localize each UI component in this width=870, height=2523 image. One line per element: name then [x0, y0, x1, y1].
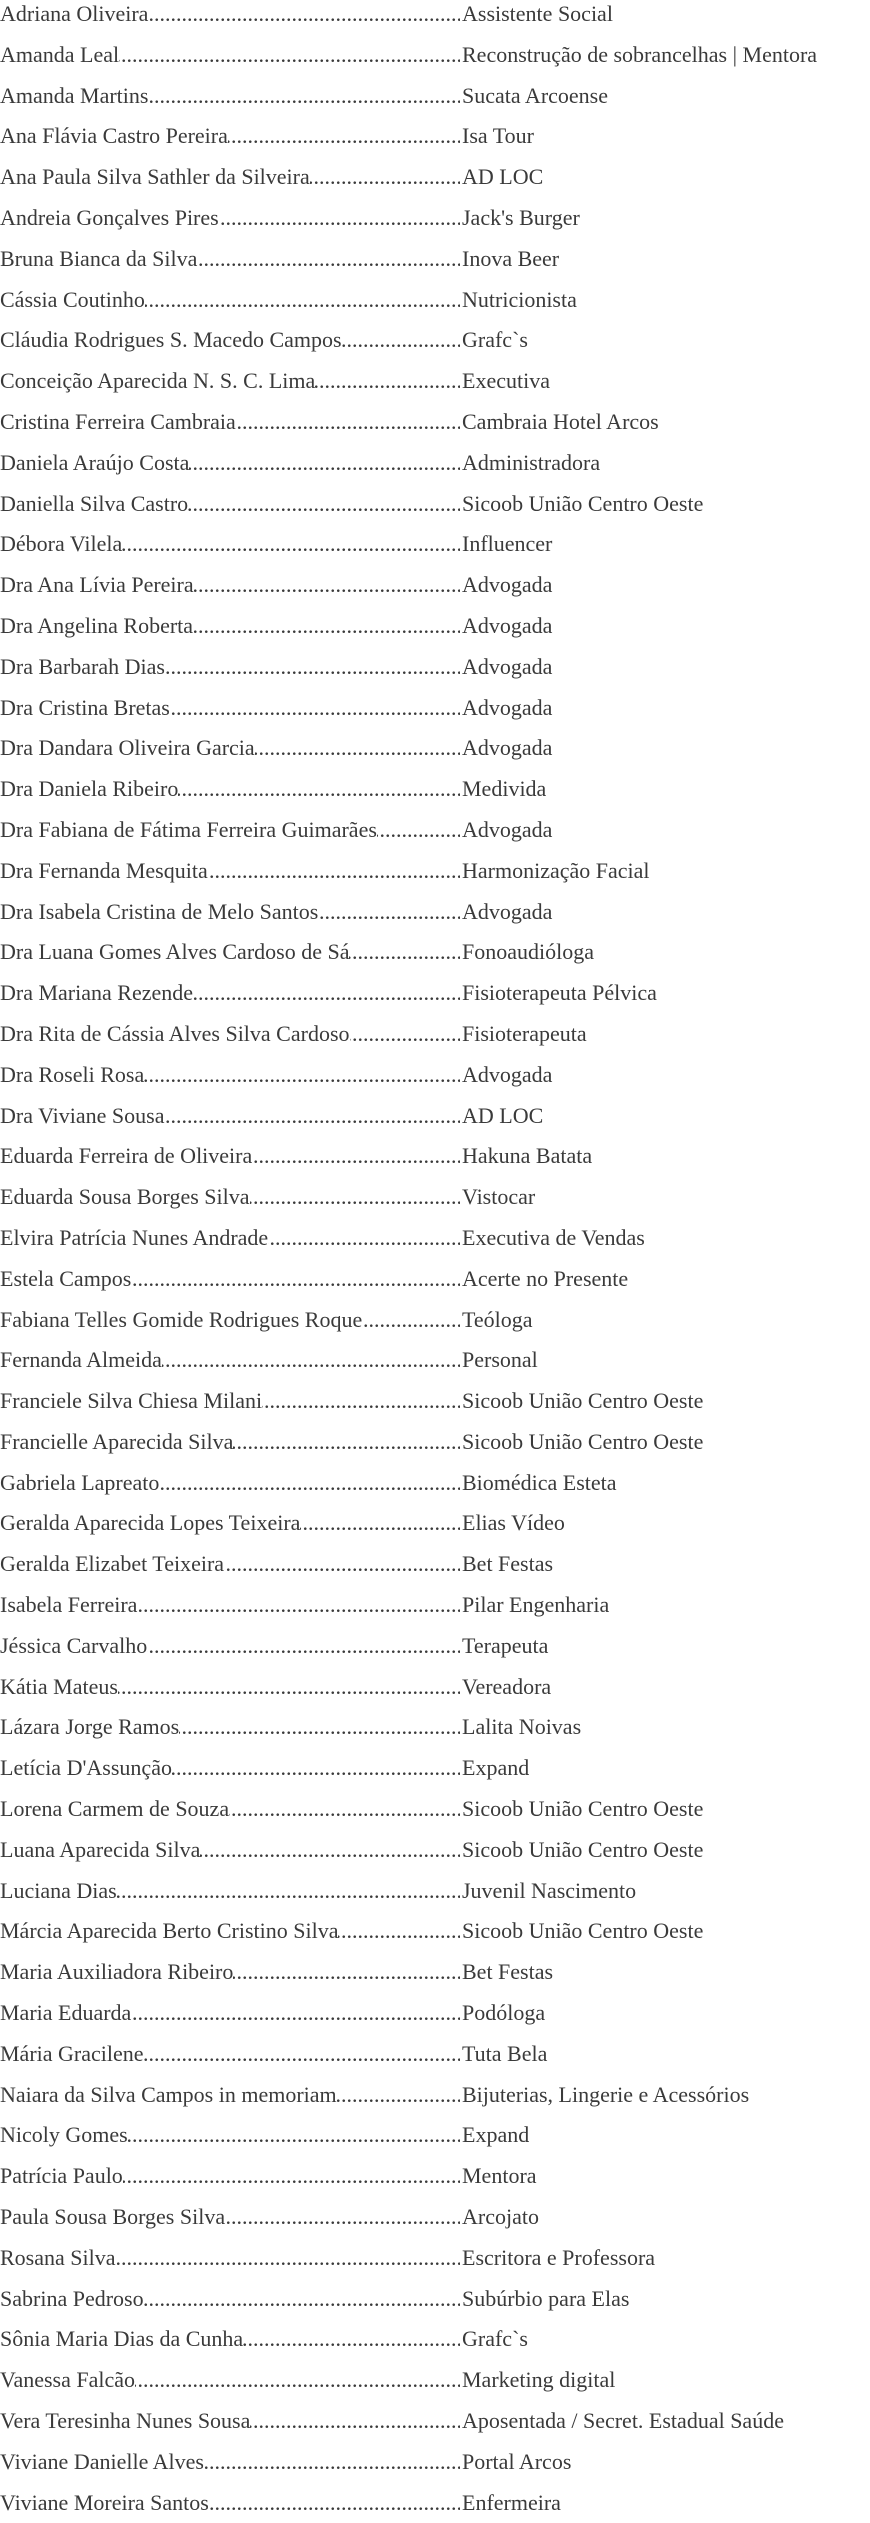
name-leader — [0, 728, 460, 769]
person-role: Advogada — [462, 735, 553, 761]
name-leader — [0, 1381, 460, 1422]
list-item — [0, 647, 870, 688]
name-leader — [0, 973, 460, 1014]
list-item — [0, 320, 870, 361]
person-name: Naiara da Silva Campos in memoriam — [0, 2081, 337, 2107]
person-name: Dra Luana Gomes Alves Cardoso de Sá — [0, 939, 350, 965]
list-item — [0, 2483, 870, 2523]
person-role: Bet Festas — [462, 1551, 554, 1577]
list-item — [0, 2319, 870, 2360]
list-item — [0, 1096, 870, 1137]
list-item — [0, 116, 870, 157]
person-role: Advogada — [462, 612, 553, 638]
list-item — [0, 443, 870, 484]
person-name: Isabela Ferreira — [0, 1592, 138, 1618]
person-role: Enfermeira — [462, 2489, 561, 2515]
person-role: Sucata Arcoense — [462, 82, 608, 108]
list-item — [0, 851, 870, 892]
person-name: Luana Aparecida Silva — [0, 1836, 201, 1862]
person-name: Daniela Araújo Costa — [0, 449, 190, 475]
name-leader — [0, 1014, 460, 1055]
person-role: Harmonização Facial — [462, 857, 650, 883]
person-role: Executiva — [462, 368, 550, 394]
list-item — [0, 0, 870, 35]
list-item — [0, 810, 870, 851]
name-leader — [0, 2483, 460, 2523]
person-role: Expand — [462, 2122, 530, 2148]
person-role: Arcojato — [462, 2204, 539, 2230]
list-item — [0, 76, 870, 117]
person-role: Medivida — [462, 776, 547, 802]
list-item — [0, 2115, 870, 2156]
person-name: Andreia Gonçalves Pires — [0, 204, 219, 230]
name-leader — [0, 1503, 460, 1544]
person-name: Elvira Patrícia Nunes Andrade — [0, 1224, 269, 1250]
name-leader — [0, 2319, 460, 2360]
name-leader — [0, 2034, 460, 2075]
person-role: Aposentada / Secret. Estadual Saúde — [462, 2408, 784, 2434]
person-role: Fisioterapeuta Pélvica — [462, 980, 657, 1006]
name-leader — [0, 565, 460, 606]
list-item — [0, 1585, 870, 1626]
person-role: Acerte no Presente — [462, 1265, 629, 1291]
person-role: Sicoob União Centro Oeste — [462, 1836, 704, 1862]
list-item — [0, 1871, 870, 1912]
person-name: Rosana Silva — [0, 2244, 116, 2270]
person-role: Sicoob União Centro Oeste — [462, 1796, 704, 1822]
list-item — [0, 1748, 870, 1789]
list-item — [0, 1422, 870, 1463]
list-item — [0, 932, 870, 973]
person-name: Nicoly Gomes — [0, 2122, 128, 2148]
name-leader — [0, 1993, 460, 2034]
person-role: Isa Tour — [462, 123, 534, 149]
person-name: Viviane Moreira Santos — [0, 2489, 209, 2515]
name-leader — [0, 198, 460, 239]
person-name: Márcia Aparecida Berto Cristino Silva — [0, 1918, 339, 1944]
name-leader — [0, 1667, 460, 1708]
list-item — [0, 1177, 870, 1218]
name-leader — [0, 2279, 460, 2320]
name-leader — [0, 1177, 460, 1218]
person-role: Personal — [462, 1347, 538, 1373]
name-leader — [0, 1136, 460, 1177]
list-item — [0, 1707, 870, 1748]
person-name: Dra Isabela Cristina de Melo Santos — [0, 898, 319, 924]
person-role: Lalita Noivas — [462, 1714, 582, 1740]
person-role: Juvenil Nascimento — [462, 1877, 637, 1903]
name-leader — [0, 239, 460, 280]
person-role: Advogada — [462, 898, 553, 924]
person-role: Sicoob União Centro Oeste — [462, 490, 704, 516]
list-item — [0, 280, 870, 321]
person-name: Dra Fabiana de Fátima Ferreira Guimarães — [0, 816, 377, 842]
person-role: Marketing digital — [462, 2367, 616, 2393]
person-name: Letícia D'Assunção — [0, 1755, 172, 1781]
person-name: Dra Ana Lívia Pereira — [0, 572, 194, 598]
name-leader — [0, 320, 460, 361]
person-name: Dra Cristina Bretas — [0, 694, 170, 720]
name-leader — [0, 2156, 460, 2197]
person-role: Expand — [462, 1755, 530, 1781]
list-item — [0, 2197, 870, 2238]
list-item — [0, 1544, 870, 1585]
person-name: Luciana Dias — [0, 1877, 117, 1903]
person-role: Inova Beer — [462, 245, 560, 271]
name-leader — [0, 2115, 460, 2156]
list-item — [0, 1911, 870, 1952]
name-leader — [0, 769, 460, 810]
person-name: Lázara Jorge Ramos — [0, 1714, 180, 1740]
list-item — [0, 2442, 870, 2483]
person-name: Lorena Carmem de Souza — [0, 1796, 230, 1822]
list-item — [0, 2034, 870, 2075]
person-name: Dra Daniela Ribeiro — [0, 776, 179, 802]
list-item — [0, 1830, 870, 1871]
list-item — [0, 892, 870, 933]
person-name: Dra Angelina Roberta — [0, 612, 194, 638]
list-item — [0, 1300, 870, 1341]
list-item — [0, 361, 870, 402]
person-role: Sicoob União Centro Oeste — [462, 1388, 704, 1414]
person-role: AD LOC — [462, 1102, 544, 1128]
person-role: Bet Festas — [462, 1959, 554, 1985]
person-name: Vanessa Falcão — [0, 2367, 136, 2393]
list-item — [0, 1136, 870, 1177]
name-leader — [0, 35, 460, 76]
person-name: Conceição Aparecida N. S. C. Lima — [0, 368, 316, 394]
person-role: Advogada — [462, 694, 553, 720]
list-item — [0, 35, 870, 76]
name-leader — [0, 932, 460, 973]
list-item — [0, 1340, 870, 1381]
name-leader — [0, 1463, 460, 1504]
list-item — [0, 1626, 870, 1667]
name-leader — [0, 2197, 460, 2238]
person-name: Francielle Aparecida Silva — [0, 1428, 234, 1454]
name-leader — [0, 1096, 460, 1137]
person-role: Assistente Social — [462, 1, 613, 26]
list-item — [0, 606, 870, 647]
list-item — [0, 2401, 870, 2442]
list-item — [0, 2075, 870, 2116]
name-leader — [0, 1626, 460, 1667]
person-name: Cláudia Rodrigues S. Macedo Campos — [0, 327, 342, 353]
name-leader — [0, 443, 460, 484]
person-role: Subúrbio para Elas — [462, 2285, 630, 2311]
person-name: Vera Teresinha Nunes Sousa — [0, 2408, 251, 2434]
name-leader — [0, 1911, 460, 1952]
person-role: Cambraia Hotel Arcos — [462, 408, 659, 434]
person-role: Terapeuta — [462, 1632, 549, 1658]
person-name: Fabiana Telles Gomide Rodrigues Roque — [0, 1306, 363, 1332]
name-leader — [0, 2442, 460, 2483]
person-role: Sicoob União Centro Oeste — [462, 1428, 704, 1454]
person-name: Geralda Aparecida Lopes Teixeira — [0, 1510, 301, 1536]
person-name: Débora Vilela — [0, 531, 123, 557]
list-item — [0, 1381, 870, 1422]
person-name: Fernanda Almeida — [0, 1347, 162, 1373]
list-item — [0, 1667, 870, 1708]
person-name: Amanda Leal — [0, 41, 120, 67]
list-item — [0, 402, 870, 443]
list-item — [0, 1503, 870, 1544]
name-leader — [0, 1830, 460, 1871]
name-leader — [0, 524, 460, 565]
person-name: Sabrina Pedroso — [0, 2285, 144, 2311]
name-leader — [0, 280, 460, 321]
person-name: Maria Auxiliadora Ribeiro — [0, 1959, 234, 1985]
name-leader — [0, 0, 460, 35]
person-role: Elias Vídeo — [462, 1510, 565, 1536]
person-role: Reconstrução de sobrancelhas | Mentora — [462, 41, 818, 67]
person-name: Dra Rita de Cássia Alves Silva Cardoso — [0, 1020, 350, 1046]
list-item — [0, 2279, 870, 2320]
name-leader — [0, 1055, 460, 1096]
person-name: Cristina Ferreira Cambraia — [0, 408, 236, 434]
name-leader — [0, 1707, 460, 1748]
list-item — [0, 1218, 870, 1259]
person-role: Advogada — [462, 653, 553, 679]
name-leader — [0, 2075, 460, 2116]
person-name: Cássia Coutinho — [0, 286, 145, 312]
person-role: Pilar Engenharia — [462, 1592, 610, 1618]
list-item — [0, 688, 870, 729]
name-leader — [0, 361, 460, 402]
person-role: Administradora — [462, 449, 601, 475]
list-item — [0, 1014, 870, 1055]
name-leader — [0, 1952, 460, 1993]
list-item — [0, 2238, 870, 2279]
name-leader — [0, 1789, 460, 1830]
list-item — [0, 2156, 870, 2197]
person-role: Nutricionista — [462, 286, 577, 312]
name-leader — [0, 116, 460, 157]
person-role: Jack's Burger — [462, 204, 580, 230]
name-leader — [0, 157, 460, 198]
person-name: Amanda Martins — [0, 82, 149, 108]
person-name: Daniella Silva Castro — [0, 490, 189, 516]
person-role: AD LOC — [462, 164, 544, 190]
person-name: Dra Barbarah Dias — [0, 653, 165, 679]
list-item — [0, 973, 870, 1014]
person-role: Mentora — [462, 2163, 537, 2189]
person-role: Biomédica Esteta — [462, 1469, 617, 1495]
list-item — [0, 1055, 870, 1096]
list-item — [0, 524, 870, 565]
list-item — [0, 157, 870, 198]
person-role: Escritora e Professora — [462, 2244, 656, 2270]
person-name: Eduarda Ferreira de Oliveira — [0, 1143, 253, 1169]
person-name: Ana Flávia Castro Pereira — [0, 123, 228, 149]
person-name: Dra Viviane Sousa — [0, 1102, 165, 1128]
person-role: Advogada — [462, 572, 553, 598]
person-name: Estela Campos — [0, 1265, 132, 1291]
name-leader — [0, 1300, 460, 1341]
person-name: Patrícia Paulo — [0, 2163, 123, 2189]
name-leader — [0, 1340, 460, 1381]
name-leader — [0, 1422, 460, 1463]
person-role: Vistocar — [462, 1184, 536, 1210]
name-leader — [0, 2401, 460, 2442]
name-leader — [0, 76, 460, 117]
person-role: Podóloga — [462, 2000, 546, 2026]
name-leader — [0, 1259, 460, 1300]
person-role: Influencer — [462, 531, 553, 557]
person-role: Vereadora — [462, 1673, 552, 1699]
name-leader — [0, 2238, 460, 2279]
person-role: Executiva de Vendas — [462, 1224, 645, 1250]
person-name: Viviane Danielle Alves — [0, 2448, 204, 2474]
person-name: Geralda Elizabet Teixeira — [0, 1551, 225, 1577]
list-item — [0, 1789, 870, 1830]
person-name: Dra Fernanda Mesquita — [0, 857, 208, 883]
person-name: Sônia Maria Dias da Cunha — [0, 2326, 244, 2352]
person-role: Tuta Bela — [462, 2040, 548, 2066]
person-role: Portal Arcos — [462, 2448, 572, 2474]
list-item — [0, 565, 870, 606]
name-leader — [0, 1218, 460, 1259]
list-item — [0, 198, 870, 239]
name-leader — [0, 892, 460, 933]
person-name: Dra Dandara Oliveira Garcia — [0, 735, 255, 761]
person-role: Hakuna Batata — [462, 1143, 593, 1169]
name-leader — [0, 402, 460, 443]
person-role: Fisioterapeuta — [462, 1020, 587, 1046]
name-leader — [0, 2360, 460, 2401]
list-item — [0, 728, 870, 769]
person-name: Paula Sousa Borges Silva — [0, 2204, 226, 2230]
name-leader — [0, 1585, 460, 1626]
person-role: Bijuterias, Lingerie e Acessórios — [462, 2081, 750, 2107]
person-name: Ana Paula Silva Sathler da Silveira — [0, 164, 310, 190]
list-item — [0, 1259, 870, 1300]
person-role: Advogada — [462, 816, 553, 842]
name-leader — [0, 688, 460, 729]
name-leader — [0, 1748, 460, 1789]
name-leader — [0, 1871, 460, 1912]
person-name: Franciele Silva Chiesa Milani — [0, 1388, 263, 1414]
person-role: Grafc`s — [462, 2326, 528, 2352]
name-leader — [0, 810, 460, 851]
person-name: Adriana Oliveira — [0, 1, 149, 26]
name-leader — [0, 851, 460, 892]
person-name: Maria Eduarda — [0, 2000, 132, 2026]
person-name: Jéssica Carvalho — [0, 1632, 148, 1658]
person-role: Sicoob União Centro Oeste — [462, 1918, 704, 1944]
person-role: Fonoaudióloga — [462, 939, 594, 965]
list-item — [0, 239, 870, 280]
person-name: Dra Mariana Rezende — [0, 980, 194, 1006]
list-item — [0, 1463, 870, 1504]
list-item — [0, 484, 870, 525]
person-name: Mária Gracilene — [0, 2040, 144, 2066]
name-leader — [0, 1544, 460, 1585]
person-name: Bruna Bianca da Silva — [0, 245, 198, 271]
name-leader — [0, 647, 460, 688]
person-name: Kátia Mateus — [0, 1673, 118, 1699]
person-name: Dra Roseli Rosa — [0, 1061, 145, 1087]
person-role: Grafc`s — [462, 327, 528, 353]
list-item — [0, 1993, 870, 2034]
list-item — [0, 2360, 870, 2401]
list-item — [0, 1952, 870, 1993]
person-name: Eduarda Sousa Borges Silva — [0, 1184, 250, 1210]
name-leader — [0, 484, 460, 525]
person-role: Advogada — [462, 1061, 553, 1087]
name-leader — [0, 606, 460, 647]
list-item — [0, 769, 870, 810]
person-role: Teóloga — [462, 1306, 533, 1332]
person-name: Gabriela Lapreato — [0, 1469, 160, 1495]
